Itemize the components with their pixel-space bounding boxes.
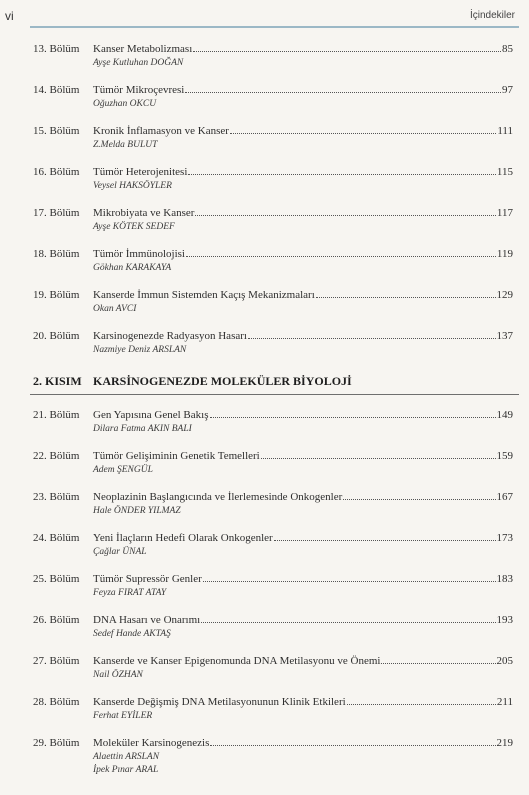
chapter-title: Tümör İmmünolojisi <box>93 248 185 260</box>
entry-line <box>93 207 513 219</box>
entry-line <box>93 532 513 544</box>
chapter-author: İpek Pınar ARAL <box>93 765 159 775</box>
chapter-title: Tümör Gelişiminin Genetik Temelleri <box>93 450 260 462</box>
dot-leader <box>203 573 496 582</box>
part2-chapter-list <box>0 398 529 781</box>
toc-entry[interactable] <box>0 439 529 480</box>
page-ref: 85 <box>502 43 513 55</box>
entry-line <box>93 614 513 626</box>
toc-entry[interactable] <box>0 73 529 114</box>
toc-entry[interactable] <box>0 278 529 319</box>
page-ref: 173 <box>496 532 513 544</box>
page-ref: 159 <box>496 450 513 462</box>
chapter-author: Feyza FIRAT ATAY <box>93 588 167 598</box>
chapter-author: Okan AVCI <box>93 304 137 314</box>
page-ref: 97 <box>502 84 513 96</box>
chapter-number: 22. Bölüm <box>33 450 80 462</box>
chapter-number: 14. Bölüm <box>33 84 80 96</box>
toc-entry[interactable] <box>0 603 529 644</box>
chapter-number: 27. Bölüm <box>33 655 80 667</box>
toc-entry[interactable] <box>0 726 529 781</box>
chapter-title: Kronik İnflamasyon ve Kanser <box>93 125 229 137</box>
chapter-author: Ferhat EYİLER <box>93 711 153 721</box>
toc-entry[interactable] <box>0 237 529 278</box>
entry-line <box>93 655 513 667</box>
toc-entry[interactable] <box>0 114 529 155</box>
toc-entry[interactable] <box>0 319 529 360</box>
dot-leader <box>188 166 496 175</box>
dot-leader <box>185 84 501 93</box>
dot-leader <box>210 409 496 418</box>
chapter-title: Yeni İlaçların Hedefi Olarak Onkogenler <box>93 532 273 544</box>
page-ref: 117 <box>496 207 513 219</box>
page-ref: 111 <box>497 125 513 137</box>
chapter-title: Kanserde ve Kanser Epigenomunda DNA Metilasyonu ve Önemi <box>93 655 381 667</box>
page-ref: 129 <box>496 289 513 301</box>
chapter-number: 19. Bölüm <box>33 289 80 301</box>
chapter-number: 26. Bölüm <box>33 614 80 626</box>
dot-leader <box>195 207 495 216</box>
toc-entry[interactable] <box>0 521 529 562</box>
header-rule <box>30 26 519 28</box>
entry-line <box>93 696 513 708</box>
part-heading <box>0 360 529 398</box>
chapter-number: 29. Bölüm <box>33 737 80 749</box>
part-label: 2. KISIM <box>33 374 82 388</box>
dot-leader <box>316 289 496 298</box>
toc-entry[interactable] <box>0 398 529 439</box>
chapter-author: Adem ŞENGÜL <box>93 465 153 475</box>
chapter-number: 24. Bölüm <box>33 532 80 544</box>
dot-leader <box>347 696 496 705</box>
chapter-number: 20. Bölüm <box>33 330 80 342</box>
chapter-author: Sedef Hande AKTAŞ <box>93 629 171 639</box>
entry-line <box>93 248 513 260</box>
chapter-title: Tümör Mikroçevresi <box>93 84 185 96</box>
page-ref: 211 <box>496 696 513 708</box>
dot-leader <box>193 43 501 52</box>
toc-entry[interactable] <box>0 562 529 603</box>
page-ref: 193 <box>496 614 513 626</box>
entry-line <box>93 409 513 421</box>
page-header <box>0 0 529 30</box>
entry-line <box>93 125 513 137</box>
page-ref: 137 <box>496 330 513 342</box>
page-ref: 219 <box>496 737 513 749</box>
dot-leader <box>210 737 495 746</box>
chapter-title: Tümör Heterojenitesi <box>93 166 188 178</box>
chapter-title: Gen Yapısına Genel Bakış <box>93 409 209 421</box>
dot-leader <box>201 614 495 623</box>
chapter-author: Veysel HAKSÖYLER <box>93 181 172 191</box>
entry-line <box>93 84 513 96</box>
page-ref: 115 <box>496 166 513 178</box>
chapter-author: Ayşe KÖTEK SEDEF <box>93 222 175 232</box>
chapter-title: Kanser Metabolizması <box>93 43 193 55</box>
chapter-number: 17. Bölüm <box>33 207 80 219</box>
entry-line <box>93 330 513 342</box>
dot-leader <box>274 532 496 541</box>
entry-line <box>93 289 513 301</box>
toc-entry[interactable] <box>0 196 529 237</box>
chapter-number: 23. Bölüm <box>33 491 80 503</box>
part-title: KARSİNOGENEZDE MOLEKÜLER BİYOLOJİ <box>93 374 352 388</box>
chapter-number: 15. Bölüm <box>33 125 80 137</box>
toc-entry[interactable] <box>0 685 529 726</box>
dot-leader <box>261 450 496 459</box>
chapter-number: 21. Bölüm <box>33 409 80 421</box>
chapter-number: 18. Bölüm <box>33 248 80 260</box>
chapter-title: Kanserde Değişmiş DNA Metilasyonunun Klinik Etkileri <box>93 696 346 708</box>
part-rule <box>30 394 519 395</box>
chapter-title: Karsinogenezde Radyasyon Hasarı <box>93 330 247 342</box>
chapter-number: 16. Bölüm <box>33 166 80 178</box>
chapter-title: Tümör Supressör Genler <box>93 573 202 585</box>
entry-line <box>93 491 513 503</box>
chapter-author: Çağlar ÜNAL <box>93 547 147 557</box>
entry-line <box>93 43 513 55</box>
toc-entry[interactable] <box>0 480 529 521</box>
chapter-author: Z.Melda BULUT <box>93 140 158 150</box>
dot-leader <box>343 491 495 500</box>
chapter-title: Mikrobiyata ve Kanser <box>93 207 195 219</box>
chapter-number: 25. Bölüm <box>33 573 80 585</box>
chapter-title: Kanserde İmmun Sistemden Kaçış Mekanizmaları <box>93 289 315 301</box>
page-ref: 149 <box>496 409 513 421</box>
part1-chapter-list <box>0 32 529 360</box>
entry-line <box>93 573 513 585</box>
page-number: vi <box>5 9 14 23</box>
chapter-number: 28. Bölüm <box>33 696 80 708</box>
toc-entry[interactable] <box>0 155 529 196</box>
dot-leader <box>381 655 495 664</box>
chapter-author: Oğuzhan OKCU <box>93 99 157 109</box>
entry-line <box>93 166 513 178</box>
chapter-author: Ayşe Kutluhan DOĞAN <box>93 58 184 68</box>
page-ref: 167 <box>496 491 513 503</box>
running-title: İçindekiler <box>469 10 515 21</box>
chapter-number: 13. Bölüm <box>33 43 80 55</box>
chapter-author: Hale ÖNDER YILMAZ <box>93 506 181 516</box>
page-ref: 205 <box>496 655 513 667</box>
dot-leader <box>248 330 496 339</box>
page-ref: 183 <box>496 573 513 585</box>
entry-line <box>93 737 513 749</box>
chapter-title: Moleküler Karsinogenezis <box>93 737 210 749</box>
chapter-author: Dilara Fatma AKIN BALI <box>93 424 192 434</box>
chapter-title: Neoplazinin Başlangıcında ve İlerlemesinde Onkogenler <box>93 491 343 503</box>
chapter-author: Gökhan KARAKAYA <box>93 263 172 273</box>
toc-entry[interactable] <box>0 644 529 685</box>
entry-line <box>93 450 513 462</box>
dot-leader <box>230 125 496 134</box>
chapter-title: DNA Hasarı ve Onarımı <box>93 614 201 626</box>
page-ref: 119 <box>496 248 513 260</box>
dot-leader <box>186 248 496 257</box>
toc-entry[interactable] <box>0 32 529 73</box>
chapter-author: Alaettin ARSLAN <box>93 752 160 762</box>
chapter-author: Nail ÖZHAN <box>93 670 143 680</box>
table-of-contents <box>0 32 529 781</box>
chapter-author: Nazmiye Deniz ARSLAN <box>93 345 187 355</box>
